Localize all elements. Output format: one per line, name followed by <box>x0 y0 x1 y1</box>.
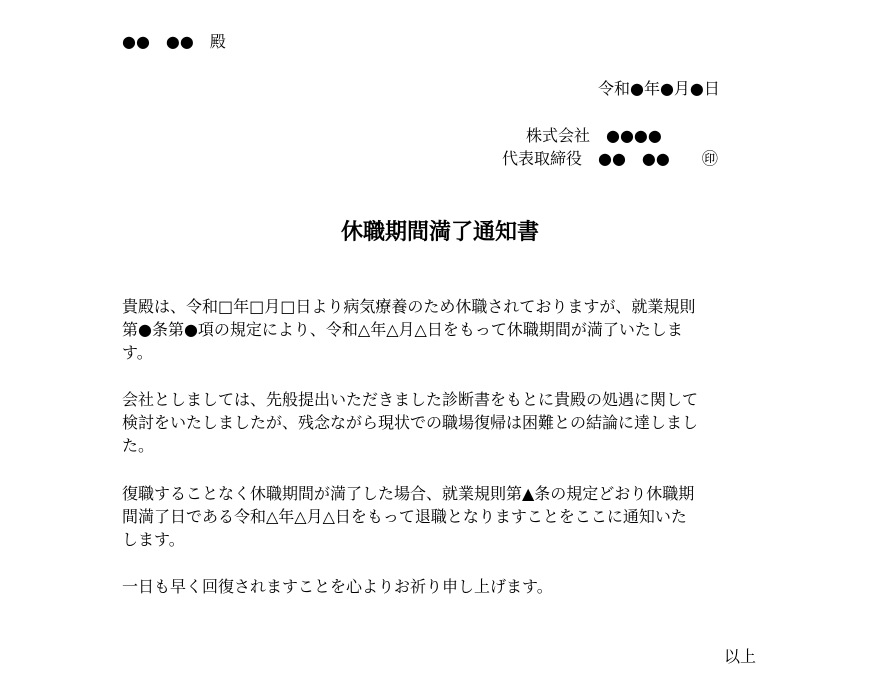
paragraph-line: 復職することなく休職期間が満了した場合、就業規則第▲条の規定どおり休職期 <box>122 484 695 503</box>
paragraph-line: 会社としましては、先般提出いただきました診断書をもとに貴殿の処遇に関して <box>122 390 699 409</box>
issue-date: 令和●年●月●日 <box>598 79 720 98</box>
recipient-name: ●● ●● 殿 <box>122 32 226 51</box>
sender-company: 株式会社 ●●●● <box>526 126 662 145</box>
body-paragraph-1 <box>122 295 772 364</box>
paragraph-line: 貴殿は、令和□年□月□日より病気療養のため休職されておりますが、就業規則 <box>122 297 696 316</box>
paragraph-line: 間満了日である令和△年△月△日をもって退職となりますことをここに通知いた <box>122 507 687 526</box>
paragraph-line: た。 <box>122 436 155 455</box>
paragraph-line: 第●条第●項の規定により、令和△年△月△日をもって休職期間が満了いたしま <box>122 320 683 339</box>
closing-word: 以上 <box>724 647 757 666</box>
body-paragraph-3 <box>122 482 772 551</box>
body-paragraph-2 <box>122 388 772 457</box>
paragraph-line: します。 <box>122 530 185 549</box>
sender-representative: 代表取締役 ●● ●● ㊞ <box>502 149 718 168</box>
paragraph-line: す。 <box>122 343 153 362</box>
paragraph-line: 検討をいたしましたが、残念ながら現状での職場復帰は困難との結論に達しまし <box>122 413 699 432</box>
document-title: 休職期間満了通知書 <box>340 220 539 245</box>
paragraph-line: 一日も早く回復されますことを心よりお祈り申し上げます。 <box>122 577 553 596</box>
body-paragraph-4 <box>122 575 772 598</box>
